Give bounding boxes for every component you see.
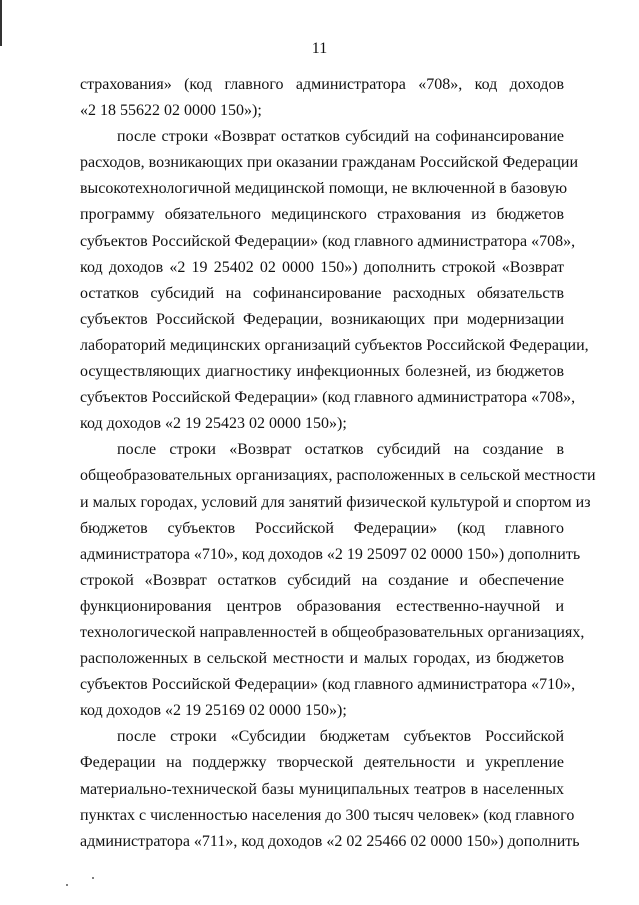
text-line: технологической направленностей в общеобразовательных организациях, [80,623,585,641]
text-line: программу обязательного медицинского страхования из бюджетов [80,206,564,224]
paragraph [80,724,580,854]
text-line: осуществляющих диагностику инфекционных болезней, из бюджетов [80,363,564,381]
text-line: администратора «710», код доходов «2 19 25097 02 0000 150») дополнить [80,545,581,563]
text-line: Федерации на поддержку творческой деятельности и укрепление [80,754,564,772]
text-line: высокотехнологичной медицинской помощи, не включенной в базовую [80,180,568,198]
text-line: функционирования центров образования естественно-научной и [80,597,564,615]
text-line: расходов, возникающих при оказании гражданам Российской Федерации [80,154,579,172]
paragraph [80,437,596,724]
document-body [80,72,596,855]
text-line: код доходов «2 19 25423 02 0000 150»); [80,415,347,433]
paragraph [80,72,564,124]
text-line: расположенных в сельской местности и малых городах, из бюджетов [80,650,564,668]
text-line: пунктах с численностью населения до 300 тысяч человек» (код главного [80,806,575,824]
text-line: субъектов Российской Федерации» (код главного администратора «710», [80,676,576,694]
text-line: бюджетов субъектов Российской Федерации» (код главного [80,519,564,537]
text-line: субъектов Российской Федерации, возникающих при модернизации [80,310,564,328]
text-line: остатков субсидий на софинансирование расходных обязательств [80,284,564,302]
text-line: после строки «Возврат остатков субсидий на создание в [117,441,564,459]
text-line: общеобразовательных организациях, расположенных в сельской местности [80,467,596,485]
text-line: субъектов Российской Федерации» (код главного администратора «708», [80,389,576,407]
text-line: строкой «Возврат остатков субсидий на создание и обеспечение [80,571,564,589]
page-number: 11 [311,40,328,57]
text-line: код доходов «2 19 25169 02 0000 150»); [80,702,347,720]
text-line: администратора «711», код доходов «2 02 25466 02 0000 150») дополнить [80,832,580,850]
text-line: материально-технической базы муниципальных театров в населенных [80,780,564,798]
scan-speck [92,877,94,879]
text-line: лабораторий медицинских организаций субъектов Российской Федерации, [80,336,589,354]
text-line: после строки «Субсидии бюджетам субъектов Российской [117,728,564,746]
text-line: код доходов «2 19 25402 02 0000 150») дополнить строкой «Возврат [80,258,564,276]
text-line: после строки «Возврат остатков субсидий на софинансирование [117,128,564,146]
scan-speck [66,884,68,886]
text-line: «2 18 55622 02 0000 150»); [80,102,262,120]
text-line: субъектов Российской Федерации» (код главного администратора «708», [80,232,576,250]
text-line: страхования» (код главного администратора «708», код доходов [80,76,564,93]
paragraph [80,124,589,437]
text-line: и малых городах, условий для занятий физической культурой и спортом из [80,493,591,511]
